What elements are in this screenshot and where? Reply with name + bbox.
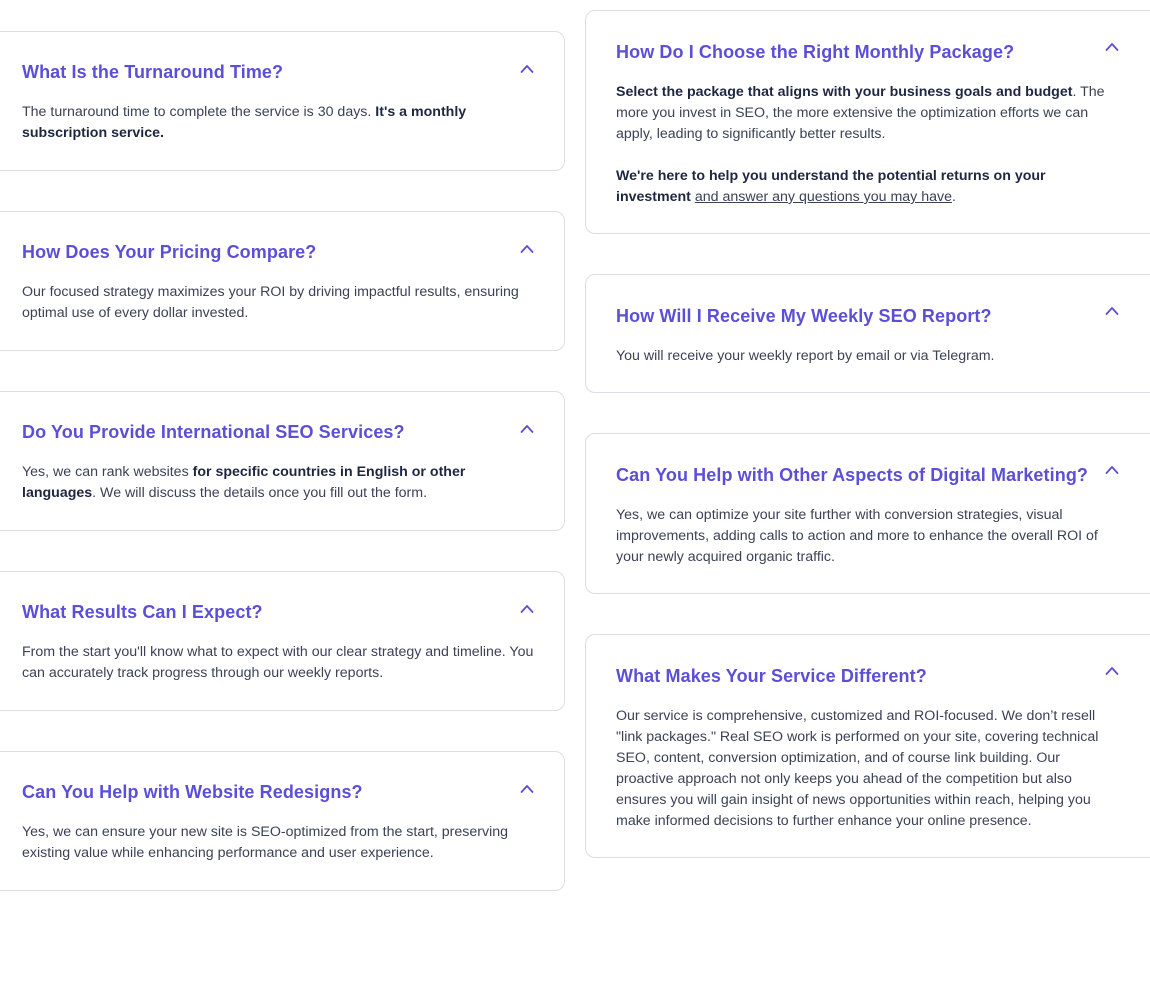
faq-answer: Select the package that aligns with your business goals and budget. The more you invest in SEO, the more extensive the optimization efforts we can apply, leading to significantly better results. [616,84,1105,142]
faq-item-different [585,634,1150,858]
chevron-up-icon[interactable] [520,422,534,436]
faq-item-redesigns [0,751,565,891]
faq-answer: Our focused strategy maximizes your ROI by driving impactful results, ensuring optimal use of every dollar invested. [22,284,519,321]
faq-answer: Our service is comprehensive, customized and ROI-focused. We don’t resell "link packages." Real SEO work is performed on your site, covering technical SEO, content, conversion optimization, and of course link building. Our proactive approach not only keeps you ahead of the competition but also ensures you will gain insight of news opportunities within reach, helping you make informed decisions to further enhance your online presence. [616,708,1099,829]
faq-item-digital-marketing [585,433,1150,594]
chevron-up-icon[interactable] [1105,40,1119,54]
faq-question[interactable]: Can You Help with Other Aspects of Digital Marketing? [616,465,1089,485]
faq-question[interactable]: Do You Provide International SEO Services? [22,422,405,442]
faq-question[interactable]: What Results Can I Expect? [22,602,263,622]
faq-item-package [585,10,1150,234]
chevron-up-icon[interactable] [520,62,534,76]
answer-questions-link[interactable]: and answer any questions you may have [694,189,952,205]
faq-answer: Yes, we can rank websites for specific countries in English or other languages. We will discuss the details once you fill out the form. [22,464,466,501]
faq-item-pricing [0,211,565,351]
chevron-up-icon[interactable] [520,782,534,796]
faq-question[interactable]: What Makes Your Service Different? [616,666,927,686]
chevron-up-icon[interactable] [1105,664,1119,678]
faq-item-turnaround [0,31,565,171]
faq-answer: Yes, we can ensure your new site is SEO-optimized from the start, preserving existing value while enhancing performance and user experience. [22,824,509,861]
chevron-up-icon[interactable] [520,602,534,616]
chevron-up-icon[interactable] [1105,304,1119,318]
faq-answer: The turnaround time to complete the service is 30 days. It's a monthly subscription service. [22,104,467,141]
chevron-up-icon[interactable] [1105,463,1119,477]
faq-item-international [0,391,565,531]
faq-answer-followup: We're here to help you understand the potential returns on your investment and answer any questions you may have. [616,168,1046,205]
faq-answer: From the start you'll know what to expect with our clear strategy and timeline. You can accurately track progress through our weekly reports. [22,644,534,681]
faq-question[interactable]: How Do I Choose the Right Monthly Package? [616,42,1015,62]
faq-question[interactable]: How Will I Receive My Weekly SEO Report? [616,306,992,326]
faq-answer: Yes, we can optimize your site further with conversion strategies, visual improvements, adding calls to action and more to enhance the overall ROI of your newly acquired organic traffic. [616,507,1098,565]
faq-item-results [0,571,565,711]
faq-question[interactable]: Can You Help with Website Redesigns? [22,782,363,802]
faq-question[interactable]: What Is the Turnaround Time? [22,62,284,82]
faq-item-weekly-report [585,274,1150,393]
chevron-up-icon[interactable] [520,242,534,256]
faq-answer: You will receive your weekly report by email or via Telegram. [616,348,995,364]
faq-question[interactable]: How Does Your Pricing Compare? [22,242,317,262]
